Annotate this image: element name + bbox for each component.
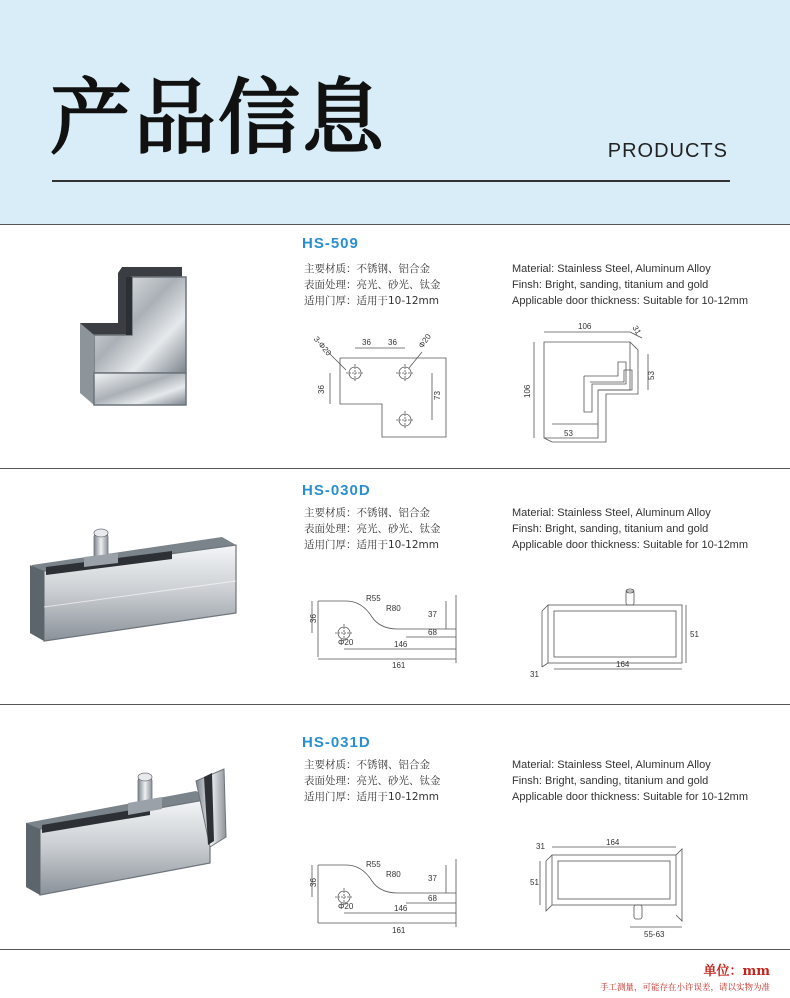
- header-divider: [52, 180, 730, 182]
- spec-finish-cn: 表面处理：亮光、砂光、钛金: [304, 775, 441, 787]
- spec-material-cn: 主要材质：不锈钢、铝合金: [304, 507, 430, 519]
- spec-finish-en: Finsh: Bright, sanding, titanium and gold: [512, 279, 709, 291]
- spec-finish-en: Finsh: Bright, sanding, titanium and gold: [512, 523, 709, 535]
- dim-label: 31: [536, 842, 545, 851]
- page-header: [0, 0, 790, 225]
- specs-en: [512, 261, 748, 309]
- dim-label: 36: [388, 338, 397, 347]
- spec-thickness-cn: 适用门厚：适用于10-12mm: [304, 791, 439, 803]
- specs-cn: [304, 757, 441, 805]
- dim-label: 36: [317, 385, 326, 394]
- spec-finish-en: Finsh: Bright, sanding, titanium and gold: [512, 775, 709, 787]
- dim-label: R80: [386, 604, 401, 613]
- dim-label: R55: [366, 860, 381, 869]
- dim-label: 51: [530, 878, 539, 887]
- dim-label: 51: [690, 630, 699, 639]
- dim-label: 68: [428, 628, 437, 637]
- specs-en: [512, 757, 748, 805]
- spec-finish-cn: 表面处理：亮光、砂光、钛金: [304, 279, 441, 291]
- dimension-drawing-outline: [530, 835, 710, 940]
- product-model: HS-031D: [302, 734, 371, 751]
- dimension-drawing-holes: [310, 330, 460, 445]
- page-subtitle: PRODUCTS: [607, 140, 728, 162]
- product-model: HS-509: [302, 235, 359, 252]
- dim-label: 36: [309, 878, 318, 887]
- dim-label: 36: [309, 614, 318, 623]
- dim-label: 31: [530, 670, 539, 679]
- dimension-drawing-outline: [520, 320, 670, 450]
- dim-label: Φ20: [416, 332, 433, 350]
- spec-thickness-en: Applicable door thickness: Suitable for 10-12mm: [512, 295, 749, 307]
- product-photo: [20, 767, 250, 907]
- unit-label: 单位：mm: [703, 964, 770, 979]
- spec-material-cn: 主要材质：不锈钢、铝合金: [304, 263, 430, 275]
- spec-material-cn: 主要材质：不锈钢、铝合金: [304, 759, 430, 771]
- dimension-drawing-profile: [310, 857, 465, 939]
- dim-label: 161: [392, 926, 406, 935]
- dim-label: Φ20: [338, 638, 354, 647]
- dim-label: 37: [428, 874, 437, 883]
- dim-label: 164: [616, 660, 630, 669]
- spec-material-en: Material: Stainless Steel, Aluminum Alloy: [512, 507, 711, 519]
- spec-thickness-en: Applicable door thickness: Suitable for 10-12mm: [512, 539, 749, 551]
- product-hs-031d: [0, 705, 790, 950]
- spec-thickness-en: Applicable door thickness: Suitable for 10-12mm: [512, 791, 749, 803]
- product-model: HS-030D: [302, 482, 371, 499]
- spec-thickness-cn: 适用门厚：适用于10-12mm: [304, 295, 439, 307]
- specs-cn: [304, 505, 441, 553]
- measurement-note: 手工测量，可能存在小许误差，请以实物为准: [599, 983, 770, 993]
- spec-material-en: Material: Stainless Steel, Aluminum Alloy: [512, 759, 711, 771]
- dim-label: 146: [394, 640, 408, 649]
- spec-thickness-cn: 适用门厚：适用于10-12mm: [304, 539, 439, 551]
- dim-label: 164: [606, 838, 620, 847]
- product-hs-509: [0, 225, 790, 469]
- dim-label: 3-Φ20: [311, 334, 334, 358]
- product-photo: [22, 519, 252, 649]
- dim-label: 161: [392, 661, 406, 670]
- dim-label: 53: [647, 371, 656, 380]
- dim-label: 146: [394, 904, 408, 913]
- dim-label: 31: [630, 324, 643, 337]
- dim-label: Φ20: [338, 902, 354, 911]
- dim-label: 53: [564, 429, 573, 438]
- dimension-drawing-profile: [310, 587, 465, 669]
- spec-material-en: Material: Stainless Steel, Aluminum Alloy: [512, 263, 711, 275]
- specs-en: [512, 505, 748, 553]
- dim-label: 37: [428, 610, 437, 619]
- dim-label: 55-63: [644, 930, 665, 939]
- page-title: 产品信息: [50, 71, 387, 166]
- spec-finish-cn: 表面处理：亮光、砂光、钛金: [304, 523, 441, 535]
- dim-label: 106: [523, 384, 532, 398]
- dim-label: 73: [433, 391, 442, 400]
- specs-cn: [304, 261, 441, 309]
- dim-label: 68: [428, 894, 437, 903]
- product-photo: [60, 255, 210, 415]
- dim-label: R55: [366, 594, 381, 603]
- dim-label: 36: [362, 338, 371, 347]
- dim-label: R80: [386, 870, 401, 879]
- dim-label: 106: [578, 322, 592, 331]
- dimension-drawing-outline: [530, 581, 710, 681]
- product-hs-030d: [0, 469, 790, 705]
